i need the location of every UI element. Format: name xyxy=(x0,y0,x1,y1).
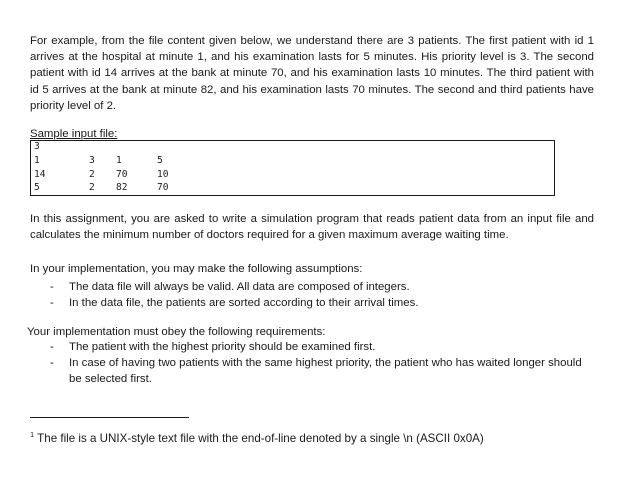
sample-patient-count: 3 xyxy=(34,141,40,152)
requirements-list xyxy=(50,339,595,388)
sample-cell: 2 xyxy=(89,182,95,193)
bullet-dash: - xyxy=(50,281,54,293)
bullet-dash: - xyxy=(50,357,54,370)
sample-cell: 2 xyxy=(89,169,95,180)
sample-cell: 5 xyxy=(157,155,163,166)
sample-cell: 1 xyxy=(116,155,122,166)
sample-row xyxy=(34,169,169,181)
sample-input-label: Sample input file: xyxy=(30,128,118,140)
footnote-marker: 1 xyxy=(30,430,35,439)
sample-cell: 82 xyxy=(116,182,128,193)
list-item xyxy=(50,279,595,295)
requirement-text: The patient with the highest priority should be examined first. xyxy=(69,341,376,353)
intro-paragraph: For example, from the file content given below, we understand there are 3 patients. The first patient with id 1 arrives at the hospital at minute 1, and his examination lasts for 5 minutes. His priority level is 3. The second patient with id 14 arrives at the bank at minute 70, and his examination lasts 10 minutes. The third patient with id 5 arrives at the bank at minute 82, and his examination lasts 70 minutes. The second and third patients have priority level of 2. xyxy=(30,35,594,112)
sample-cell: 3 xyxy=(89,155,95,166)
footnote xyxy=(30,427,610,447)
assignment-paragraph: In this assignment, you are asked to write a simulation program that reads patient data from an input file and calculates the minimum number of doctors required for a given maximum average waiting time. xyxy=(30,213,594,242)
sample-cell: 5 xyxy=(34,182,40,193)
list-item xyxy=(50,355,595,387)
sample-count-row xyxy=(34,141,69,153)
sample-cell: 10 xyxy=(157,169,169,180)
sample-cell: 14 xyxy=(34,169,46,180)
sample-input-box xyxy=(30,140,555,196)
requirements-heading: Your implementation must obey the following requirements: xyxy=(27,326,326,338)
sample-row xyxy=(34,155,163,167)
list-item xyxy=(50,339,595,355)
sample-cell: 1 xyxy=(34,155,40,166)
assumptions-list xyxy=(50,279,595,311)
sample-row xyxy=(34,182,169,194)
assumption-text: In the data file, the patients are sorted according to their arrival times. xyxy=(69,297,419,310)
sample-cell: 70 xyxy=(116,169,128,180)
list-item xyxy=(50,295,595,311)
requirement-text: In case of having two patients with the same highest priority, the patient who has waited longer should be selected first. xyxy=(69,357,582,386)
footnote-divider xyxy=(30,417,189,418)
bullet-dash: - xyxy=(50,341,54,353)
bullet-dash: - xyxy=(50,297,54,310)
footnote-text: The file is a UNIX-style text file with the end-of-line denoted by a single \n (ASCII 0x0A) xyxy=(37,432,484,445)
assumption-text: The data file will always be valid. All data are composed of integers. xyxy=(69,281,410,293)
sample-cell: 70 xyxy=(157,182,169,193)
assumptions-heading: In your implementation, you may make the following assumptions: xyxy=(30,263,363,275)
